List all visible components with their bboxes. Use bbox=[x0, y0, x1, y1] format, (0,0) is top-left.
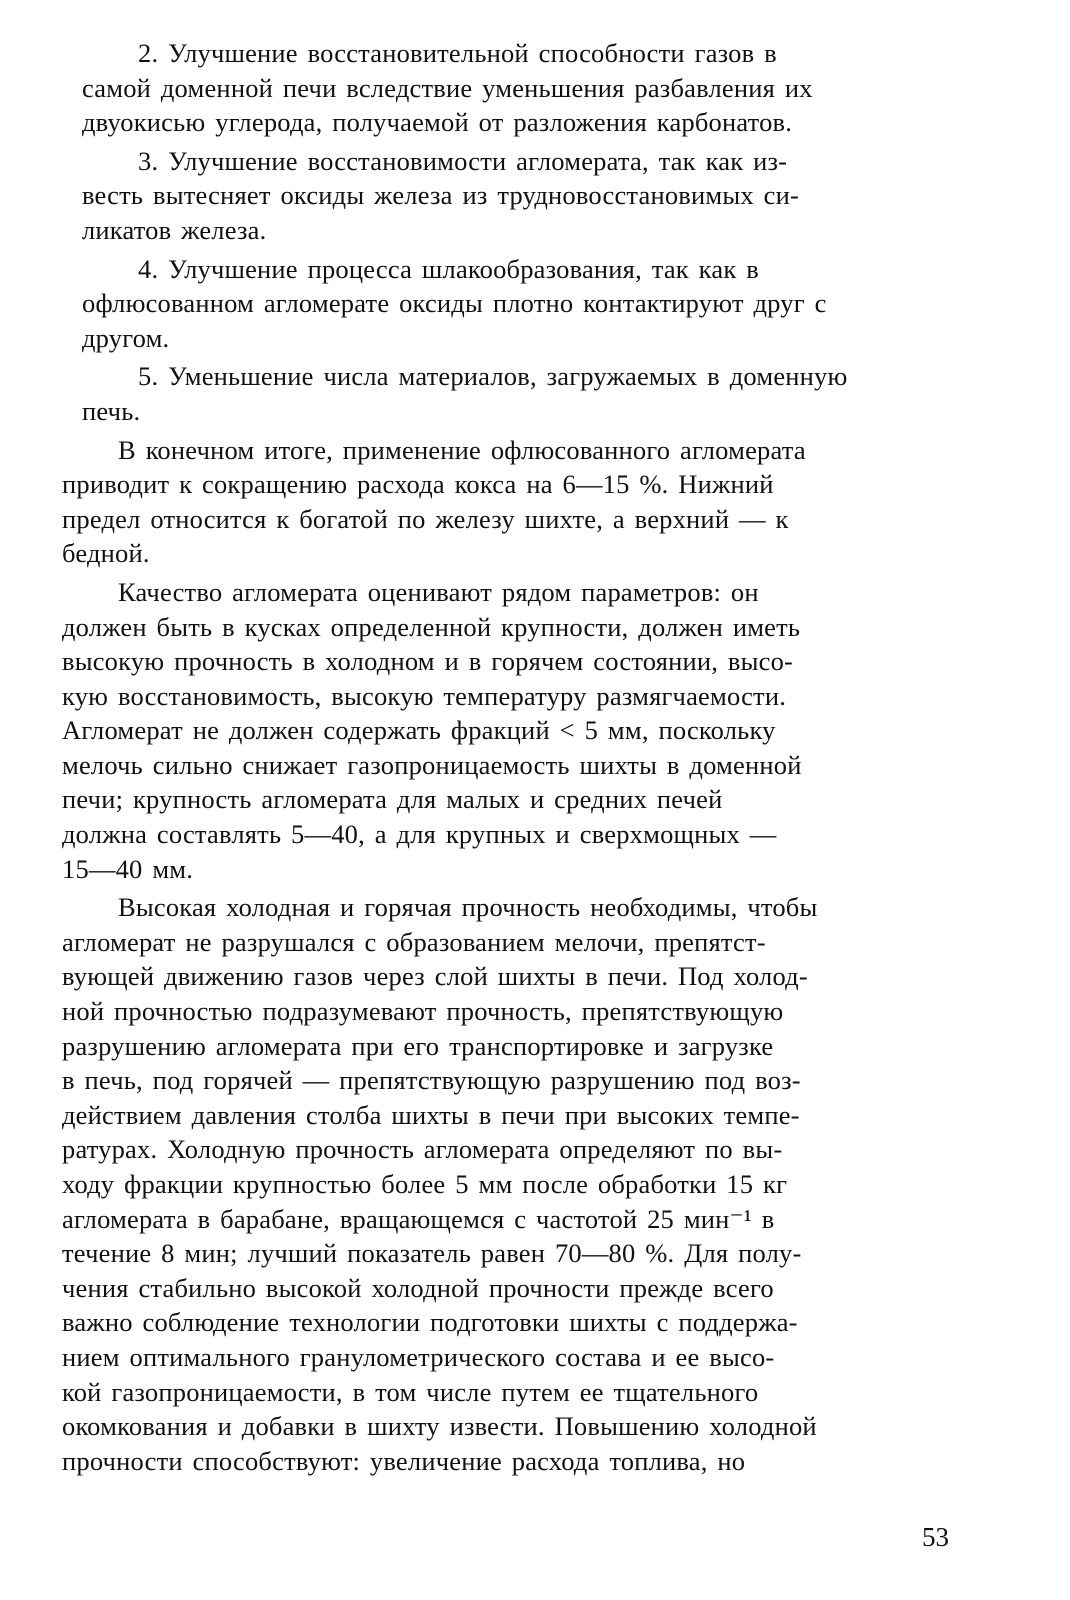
paragraph-conclusion: В конечном итоге, применение офлюсованного агломерата приводит к сокращению расхода кокса на 6—15 %. Нижний предел относится к богатой по железу шихте, а верхний — к бедной. bbox=[62, 434, 806, 569]
page-body bbox=[62, 36, 1012, 1478]
list-item-5: 5. Уменьшение числа материалов, загружаемых в доменную печь. bbox=[82, 361, 848, 426]
list-item-3: 3. Улучшение восстановимости агломерата, так как из- весть вытесняет оксиды железа из трудновосстановимых си- ликатов железа. bbox=[82, 145, 800, 245]
list-item-4: 4. Улучшение процесса шлакообразования, так как в офлюсованном агломерате оксиды плотно контактируют друг с другом. bbox=[82, 253, 827, 353]
paragraph-quality: Качество агломерата оценивают рядом параметров: он должен быть в кусках определенной крупности, должен иметь высокую прочность в холодном и в горячем состоянии, высо- кую восстановимость, высокую температуру размягчаемости. Агломерат не должен содержать фракций < 5 мм, поскольку мелочь сильно снижает газопроницаемость шихты в доменной печи; крупность агломерата для малых и средних печей должна составлять 5—40, а для крупных и сверхмощных — 15—40 мм. bbox=[62, 576, 802, 884]
list-item-2: 2. Улучшение восстановительной способности газов в самой доменной печи вследствие уменьшения разбавления их двуокисью углерода, получаемой от разложения карбонатов. bbox=[82, 38, 813, 138]
paragraph-strength: Высокая холодная и горячая прочность необходимы, чтобы агломерат не разрушался с образованием мелочи, препятст- вующей движению газов через слой шихты в печи. Под холод- ной прочностью подразумевают прочность, препятствующую разрушению агломерата при его транспортировке и загрузке в печь, под горячей — препятствующую разрушению под воз- действием давления столба шихты в печи при высоких темпе- ратурах. Холодную прочность агломерата определяют по вы- ходу фракции крупностью более 5 мм после обработки 15 кг агломерата в барабане, вращающемся с частотой 25 мин⁻¹ в течение 8 мин; лучший показатель равен 70—80 %. Для полу- чения стабильно высокой холодной прочности прежде всего важно соблюдение технологии подготовки шихты с поддержа- нием оптимального гранулометрического состава и ее высо- кой газопроницаемости, в том числе путем ее тщательного окомкования и добавки в шихту извести. Повышению холодной прочности способствуют: увеличение расхода топлива, но bbox=[62, 892, 818, 1476]
page-number: 53 bbox=[922, 1522, 949, 1552]
